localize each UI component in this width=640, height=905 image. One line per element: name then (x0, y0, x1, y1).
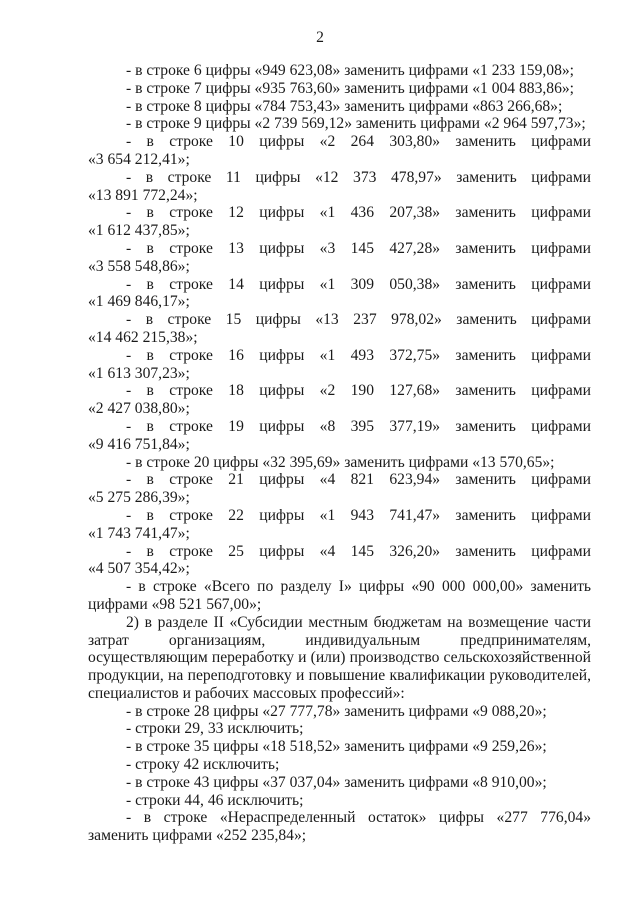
text-line: «4 507 354,42»; (88, 560, 190, 578)
text-line: - в строке 6 цифры «949 623,08» заменить цифрами «1 233 159,08»; (126, 62, 575, 79)
text-line: - в строке 8 цифры «784 753,43» заменить цифрами «863 266,68»; (126, 97, 563, 115)
text-line: заменить цифрами «252 235,84»; (88, 827, 307, 845)
text-line: продукции, на переподготовку и повышение квалификации руководителей, (88, 667, 591, 685)
text-line: - в строке 22 цифры «1 943 741,47» заменить цифрами (126, 506, 591, 524)
text-line: - в строке 25 цифры «4 145 326,20» заменить цифрами (126, 542, 591, 560)
text-line: - в строке 13 цифры «3 145 427,28» заменить цифрами (126, 239, 591, 257)
text-line: - в строке 18 цифры «2 190 127,68» заменить цифрами (126, 382, 591, 400)
text-line: - в строке 7 цифры «935 763,60» заменить цифрами «1 004 883,86»; (126, 79, 575, 97)
text-line: - строку 42 исключить; (126, 756, 280, 774)
text-line: «5 275 286,39»; (88, 489, 190, 507)
text-line: - строки 44, 46 исключить; (126, 791, 304, 809)
text-line: «2 427 038,80»; (88, 400, 190, 418)
document-body (88, 62, 591, 845)
text-line: «3 558 548,86»; (88, 257, 190, 275)
page-number: 2 (316, 29, 324, 46)
text-line: - в строке 15 цифры «13 237 978,02» заменить цифрами (126, 311, 591, 329)
text-line: затрат организациям, индивидуальным предпринимателям, (88, 631, 591, 649)
text-line: «1 612 437,85»; (88, 222, 190, 240)
text-line: - в строке 35 цифры «18 518,52» заменить цифрами «9 259,26»; (126, 738, 547, 756)
text-line: - в строке 43 цифры «37 037,04» заменить цифрами «8 910,00»; (126, 773, 547, 791)
text-line: - строки 29, 33 исключить; (126, 720, 304, 738)
text-line: «9 416 751,84»; (88, 435, 190, 453)
text-line: - в строке 12 цифры «1 436 207,38» заменить цифрами (126, 204, 591, 222)
text-line: «13 891 772,24»; (88, 186, 198, 204)
text-line: - в строке 21 цифры «4 821 623,94» заменить цифрами (126, 471, 591, 489)
text-line: 2) в разделе II «Субсидии местным бюджетам на возмещение части (126, 613, 591, 631)
text-line: «1 613 307,23»; (88, 364, 190, 382)
text-line: «1 743 741,47»; (88, 524, 190, 542)
text-line: - в строке «Всего по разделу I» цифры «90 000 000,00» заменить (126, 578, 591, 596)
text-line: - в строке 28 цифры «27 777,78» заменить цифрами «9 088,20»; (126, 702, 547, 720)
text-line: - в строке 14 цифры «1 309 050,38» заменить цифрами (126, 275, 591, 293)
text-line: «1 469 846,17»; (88, 293, 190, 311)
text-line: - в строке 11 цифры «12 373 478,97» заменить цифрами (126, 168, 591, 186)
text-line: - в строке 10 цифры «2 264 303,80» заменить цифрами (126, 133, 591, 151)
text-line: - в строке 16 цифры «1 493 372,75» заменить цифрами (126, 346, 591, 364)
text-line: - в строке 20 цифры «32 395,69» заменить цифрами «13 570,65»; (126, 453, 555, 471)
text-line: «14 462 215,38»; (88, 328, 198, 346)
text-line: «3 654 212,41»; (88, 150, 190, 168)
text-line: специалистов и рабочих массовых профессий»: (88, 684, 405, 702)
text-line: - в строке 9 цифры «2 739 569,12» заменить цифрами «2 964 597,73»; (126, 115, 586, 133)
text-line: цифрами «98 521 567,00»; (88, 595, 262, 613)
text-line: осуществляющим переработку и (или) производство сельскохозяйственной (88, 649, 591, 667)
text-line: - в строке 19 цифры «8 395 377,19» заменить цифрами (126, 417, 591, 435)
text-line: - в строке «Нераспределенный остаток» цифры «277 776,04» (126, 809, 591, 827)
